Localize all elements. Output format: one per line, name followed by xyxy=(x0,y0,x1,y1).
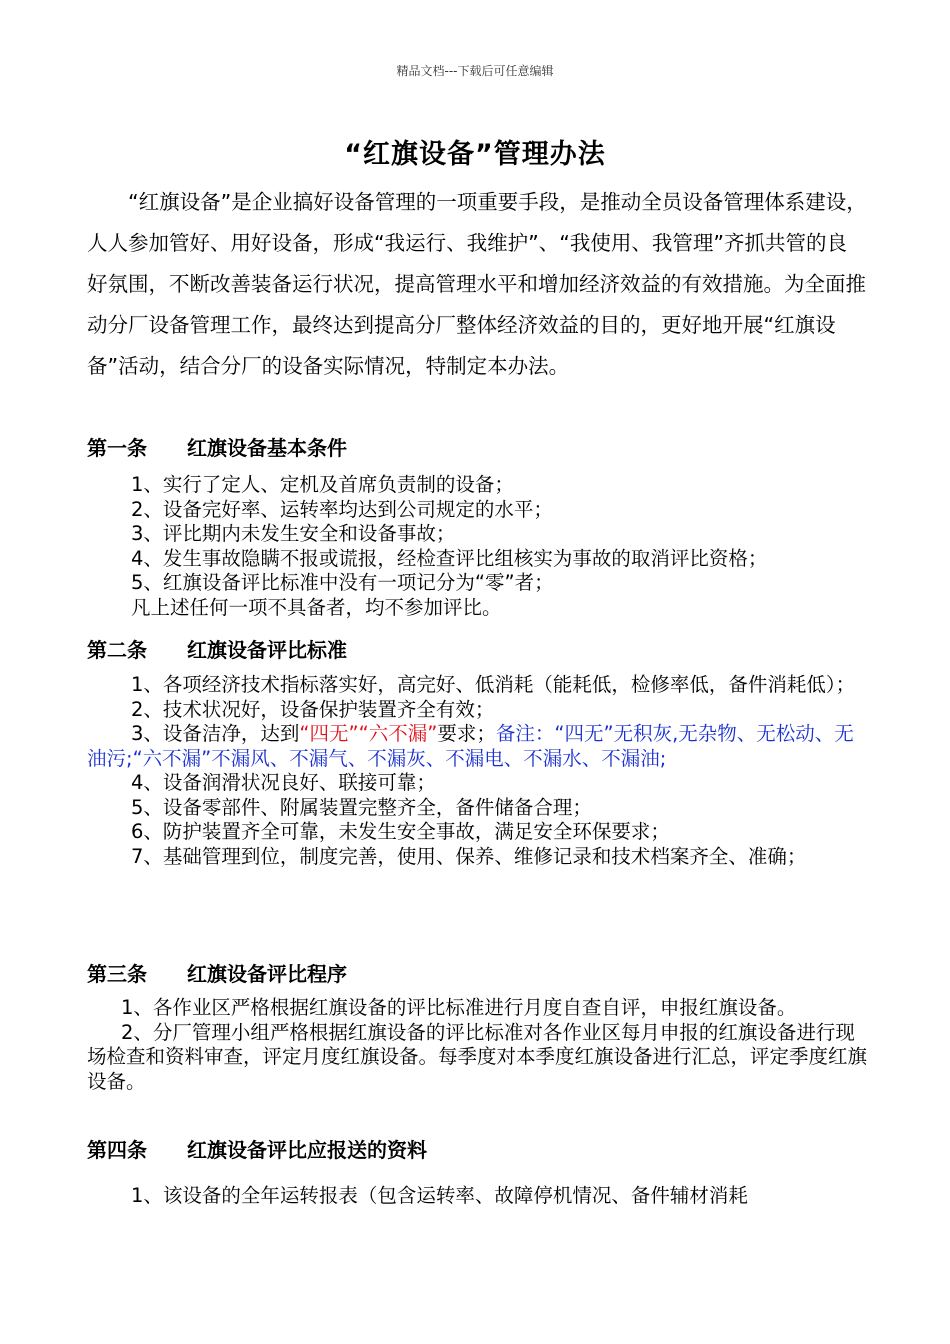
document-title: “红旗设备”管理办法 xyxy=(344,139,606,170)
section-1-list xyxy=(87,473,871,620)
section-title: 红旗设备评比标准 xyxy=(187,638,347,662)
list-item: 7、基础管理到位，制度完善，使用、保养、维修记录和技术档案齐全、准确； xyxy=(131,844,807,868)
section-label: 第四条 xyxy=(87,1138,147,1162)
section-title: 红旗设备基本条件 xyxy=(187,436,347,460)
list-item: 凡上述任何一项不具备者，均不参加评比。 xyxy=(131,595,502,619)
list-item: 6、防护装置齐全可靠，未发生安全事故，满足安全环保要求； xyxy=(131,820,670,843)
list-item: 1、该设备的全年运转报表（包含运转率、故障停机情况、备件辅材消耗 xyxy=(131,1184,748,1207)
list-item: 3、评比期内未发生安全和设备事故； xyxy=(131,522,456,545)
section-title: 红旗设备评比程序 xyxy=(187,962,347,986)
section-label: 第一条 xyxy=(87,436,147,460)
list-item: 2、分厂管理小组严格根据红旗设备的评比标准对各作业区每月申报的红旗设备进行现场检查和资料审查，评定月度红旗设备。每季度对本季度红旗设备进行汇总，评定季度红旗设备。 xyxy=(87,1020,868,1093)
list-item: 5、红旗设备评比标准中没有一项记分为“零”者； xyxy=(131,571,554,594)
section-3-list xyxy=(87,996,871,1094)
item-3-note: 备注：“四无”无积灰,无杂物、无松动、无油污;“六不漏”不漏风、不漏气、不漏灰、不漏电、不漏水、不漏油; xyxy=(87,722,854,770)
list-item: 1、实行了定人、定机及首席负责制的设备； xyxy=(131,473,514,496)
four-none-highlight: “四无” xyxy=(299,722,359,745)
list-item: 5、设备零部件、附属装置完整齐全，备件储备合理； xyxy=(131,795,592,819)
six-no-leak-highlight: “六不漏” xyxy=(358,722,438,745)
list-item: 2、技术状况好，设备保护装置齐全有效； xyxy=(131,697,495,721)
item-3-prefix: 3、设备洁净，达到 xyxy=(131,722,300,745)
list-item: 2、设备完好率、运转率均达到公司规定的水平； xyxy=(131,497,553,521)
item-3-mid: 要求； xyxy=(437,722,496,745)
section-heading-4 xyxy=(87,1134,427,1163)
list-item: 4、设备润滑状况良好、联接可靠； xyxy=(131,771,436,794)
section-heading-1 xyxy=(87,432,347,461)
section-label: 第三条 xyxy=(87,962,147,986)
intro-paragraph: “红旗设备”是企业搞好设备管理的一项重要手段，是推动全员设备管理体系建设，人人参加管好、用好设备，形成“我运行、我维护”、“我使用、我管理”齐抓共管的良好氛围，不断改善装备运行状况，提高管理水平和增加经济效益的有效措施。为全面推动分厂设备管理工作，最终达到提高分厂整体经济效益的目的，更好地开展“红旗设备”活动，结合分厂的设备实际情况，特制定本办法。 xyxy=(87,190,867,378)
section-2-list xyxy=(87,673,871,869)
page-header: 精品文档---下载后可任意编辑 xyxy=(396,64,554,78)
list-item-3 xyxy=(87,722,871,771)
list-item: 1、各作业区严格根据红旗设备的评比标准进行月度自查自评，申报红旗设备。 xyxy=(121,996,797,1019)
section-title: 红旗设备评比应报送的资料 xyxy=(187,1138,427,1162)
list-item: 1、各项经济技术指标落实好，高完好、低消耗（能耗低，检修率低，备件消耗低）； xyxy=(131,673,856,696)
list-item: 4、发生事故隐瞒不报或谎报，经检查评比组核实为事故的取消评比资格； xyxy=(131,546,768,570)
section-heading-3 xyxy=(87,958,347,987)
section-label: 第二条 xyxy=(87,638,147,662)
section-heading-2 xyxy=(87,634,347,663)
section-4-list xyxy=(87,1184,871,1209)
